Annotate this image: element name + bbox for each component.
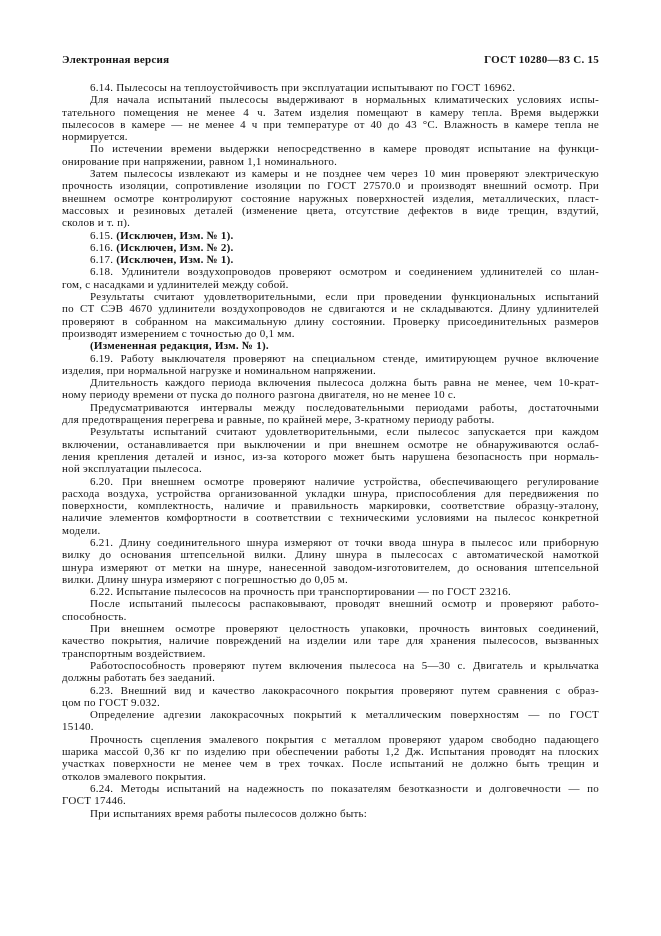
paragraph: [62, 291, 599, 340]
text-line: вилку до основания штепсельной вилки. Длину шнура в пылесосах с автоматической намоткой: [62, 549, 599, 562]
text-line: качество покрытия, наличие повреждений на изделии или таре для хранения пылесосов, вызванных: [62, 635, 599, 648]
text-line: массовых и резиновых деталей (изменение цвета, отсутствие дефектов в виде трещин, вздутий,: [62, 204, 599, 217]
text-line: Для начала испытаний пылесосы выдерживают в нормальных климатических условиях испы-: [90, 94, 599, 107]
edition-label: Электронная версия: [62, 54, 170, 66]
paragraph: [62, 598, 599, 623]
text-line: Работоспособность проверяют путем включения пылесоса на 5—30 с. Двигатель и крыльчатка: [90, 659, 599, 672]
text-line: нормируется.: [62, 131, 128, 144]
text-line: Определение адгезии лакокрасочных покрытий к металлическим поверхностям — по ГОСТ: [90, 709, 599, 722]
text-line: Результаты считают удовлетворительными, если при проведении функциональных испытаний: [90, 291, 599, 304]
text-line: ному периоду времени от пуска до полного разгона двигателя, но не менее 10 с.: [62, 389, 457, 402]
text-line: производят измерением с точностью до 0,1 мм.: [62, 327, 295, 340]
paragraph: [62, 377, 599, 402]
text-line: должны работать без заеданий.: [62, 672, 216, 685]
clause-number: 6.17.: [90, 254, 114, 267]
text-line: ГОСТ 17446.: [62, 795, 126, 808]
paragraph: [62, 734, 599, 783]
text-line: пылесосов в камере — не менее 4 ч при температуре от 40 до 43 °С. Влажность в камере тепла не: [62, 118, 599, 131]
text-line: 6.14. Пылесосы на теплоустойчивость при эксплуатации испытывают по ГОСТ 16962.: [90, 82, 516, 94]
text-line: поверхности, комплектность, наличие и правильность маркировки, соответствие образцу-эталону,: [62, 500, 599, 513]
text-line: гом, с насадками и удлинителей между собой.: [62, 278, 289, 291]
text-line: шнура измеряют от метки на шнуре, нанесенной заводом-изготовителем, до основания штепсельной: [62, 561, 599, 574]
text-line: 6.20. При внешнем осмотре проверяют наличие устройства, обеспечивающего регулирование: [90, 475, 599, 488]
clause-note: (Исключен, Изм. № 1).: [116, 254, 234, 267]
paragraph: [62, 660, 599, 685]
text-line: 15140.: [62, 721, 94, 734]
page-header: [62, 54, 599, 67]
paragraph: [62, 143, 599, 168]
amendment-note: (Измененная редакция, Изм. № 1).: [90, 340, 269, 353]
text-line: онирование при напряжении, равном 1,1 номинального.: [62, 155, 338, 168]
text-line: сколов и т. п).: [62, 217, 131, 230]
clause-6-21: [62, 537, 599, 586]
text-line: После испытаний пылесосы распаковывают, проводят внешний осмотр и проверяют работо-: [90, 598, 599, 611]
text-line: проверяют в собранном на максимальную длину состоянии. Проверку присоединительных размеров: [62, 315, 599, 328]
text-line: наличие элементов комфортности в соответствии с техническими условиями на пылесос конкретной: [62, 512, 599, 525]
text-line: При испытаниях время работы пылесосов должно быть:: [90, 807, 368, 820]
text-line: Длительность каждого периода включения пылесоса должна быть равна не менее, чем 10-крат-: [90, 377, 599, 390]
text-line: ления крепления деталей и износ, из-за которого может быть нарушена безопасность при нормаль-: [62, 450, 599, 463]
clause-6-23: [62, 685, 599, 710]
clause-6-22: [62, 586, 599, 598]
text-line: вилки. Длину шнура измеряют с погрешностью до 0,05 м.: [62, 573, 348, 586]
text-line: 6.22. Испытание пылесосов на прочность при транспортировании — по ГОСТ 23216.: [90, 586, 512, 599]
clause-number: 6.15.: [90, 229, 114, 242]
clause-6-17: [62, 254, 599, 266]
clause-note: (Исключен, Изм. № 2).: [116, 241, 234, 254]
text-line: Прочность сцепления эмалевого покрытия с металлом проверяют ударом свободно падающего: [90, 733, 599, 746]
paragraph: [62, 709, 599, 734]
clause-6-18: [62, 266, 599, 291]
clause-number: 6.16.: [90, 241, 114, 254]
text-line: 6.23. Внешний вид и качество лакокрасочного покрытия проверяют путем сравнения с образ-: [90, 684, 599, 697]
clause-6-20: [62, 476, 599, 537]
text-line: изделия, при нормальной нагрузке и номинальном напряжении.: [62, 364, 377, 377]
text-line: Предусматриваются интервалы между последовательными периодами работы, достаточными: [90, 401, 599, 414]
document-body: [62, 82, 599, 820]
text-line: включении, останавливается при выключении и при внешнем осмотре не обнаруживаются ослаб-: [62, 438, 599, 451]
text-line: 6.19. Работу выключателя проверяют на специальном стенде, имитирующем ручное включение: [90, 352, 599, 365]
paragraph: [62, 426, 599, 475]
text-line: тательного помещения не менее 4 ч. Затем изделия помещают в камеру тепла. Время выдержки: [62, 106, 599, 119]
text-line: участках поверхности не менее чем в трех точках. После испытаний не должно быть трещин и: [62, 758, 599, 771]
paragraph: [62, 168, 599, 229]
text-line: для предотвращения перегрева и равные, по крайней мере, 3-кратному периоду работы.: [62, 414, 495, 427]
clause-6-14: [62, 82, 599, 94]
text-line: отколов эмалевого покрытия.: [62, 770, 207, 783]
text-line: Результаты испытаний считают удовлетворительными, если пылесос запускается при каждом: [90, 426, 599, 439]
standard-page-label: ГОСТ 10280—83 С. 15: [484, 54, 599, 66]
text-line: шарика массой 0,36 кг по изделию при обеспечении работы 1,2 Дж. Испытания проводят на плоских: [62, 746, 599, 759]
text-line: по СТ СЭВ 4670 удлинители воздухопроводов не сдвигаются и не складываются. Длину удлинителей: [62, 303, 599, 316]
clause-6-16: [62, 242, 599, 254]
paragraph: [62, 94, 599, 143]
clause-6-24: [62, 783, 599, 808]
paragraph: [62, 623, 599, 660]
text-line: внешнем осмотре контролируют состояние наружных поверхностей изделия, металлических, пласт-: [62, 192, 599, 205]
text-line: расхода воздуха, устройства организованной укладки шнура, приспособления для передвижения по: [62, 487, 599, 500]
text-line: способность.: [62, 610, 127, 623]
text-line: прочность изоляции, сопротивление изоляции по ГОСТ 27570.0 и производят внешний осмотр. При: [62, 180, 599, 193]
text-line: По истечении времени выдержки непосредственно в камере проводят испытание на функци-: [90, 143, 599, 156]
text-line: транспортным воздействием.: [62, 647, 206, 660]
text-line: модели.: [62, 524, 101, 537]
text-line: 6.21. Длину соединительного шнура измеряют от точки ввода шнура в пылесос или приборную: [90, 536, 599, 549]
paragraph: [62, 402, 599, 427]
paragraph: [62, 808, 599, 820]
text-line: цом по ГОСТ 9.032.: [62, 696, 160, 709]
text-line: При внешнем осмотре проверяют целостность упаковки, прочность винтовых соединений,: [90, 623, 599, 636]
text-line: 6.24. Методы испытаний на надежность по показателям безотказности и долговечности — по: [90, 782, 599, 795]
text-line: 6.18. Удлинители воздухопроводов проверяют осмотром и соединением удлинителей со шлан-: [90, 266, 599, 279]
clause-6-19: [62, 353, 599, 378]
text-line: ной эксплуатации пылесоса.: [62, 463, 202, 476]
clause-note: (Исключен, Изм. № 1).: [116, 229, 234, 242]
text-line: Затем пылесосы извлекают из камеры и не позднее чем через 10 мин проверяют электрическую: [90, 168, 599, 181]
clause-6-15: [62, 230, 599, 242]
